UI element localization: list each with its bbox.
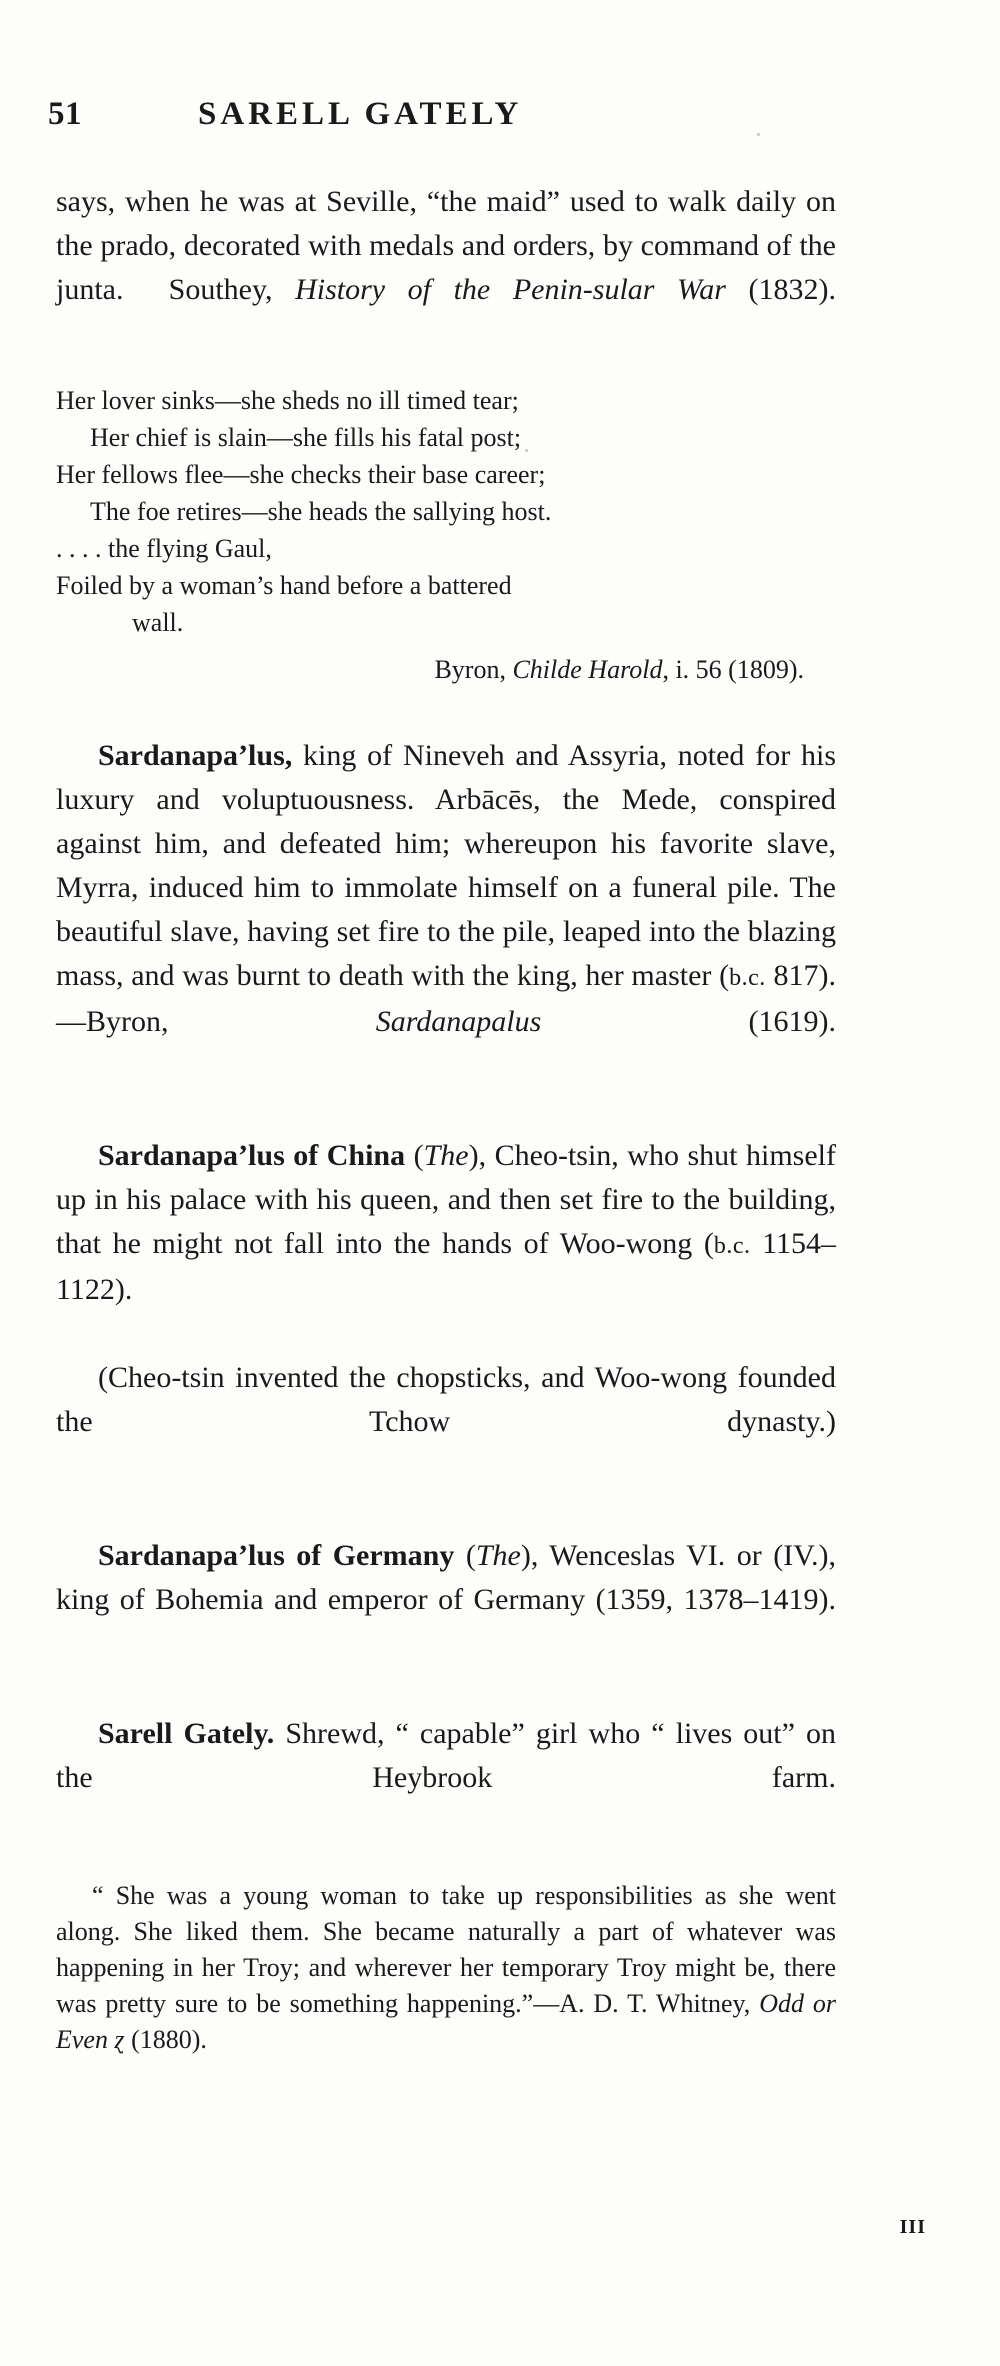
- running-title: SARELL GATELY: [198, 96, 523, 132]
- attribution-suffix: , i. 56 (1809).: [662, 655, 804, 684]
- dictionary-entry: [56, 1134, 836, 1488]
- verse-line: The foe retires—she heads the sallying host.: [90, 497, 552, 526]
- entry-paragraph: [56, 734, 836, 1088]
- entry-follow-paragraph: (Cheo-tsin invented the chopsticks, and Woo-wong founded the Tchow dynasty.): [56, 1361, 836, 1438]
- entry-text: , Wenceslas VI. or (IV.), king of Bohemia and emperor of Germany (1359, 1378–1419).: [56, 1539, 836, 1616]
- running-head: [48, 96, 904, 156]
- entry-headword: Sardanapa’lus of Germany: [98, 1539, 455, 1572]
- entry-headword: Sardanapa’lus of China: [98, 1139, 406, 1172]
- verse-line: Foiled by a woman’s hand before a battered: [56, 571, 512, 600]
- entry-headword: Sarell Gately.: [98, 1717, 275, 1750]
- entry-smallcaps: b.c.: [729, 965, 766, 991]
- work-title-italic: History of the Penin⁠-sular War: [295, 273, 726, 306]
- verse-line: wall.: [132, 608, 184, 637]
- dictionary-entry: [56, 1534, 836, 1666]
- paragraph-continued: says, when he was at Seville, “the maid” used to walk daily on the prado, decorated with medals and orders, by command of the junta. Southey, History of the Penin⁠-sular War (1832).: [56, 185, 837, 306]
- verse-block: [56, 382, 836, 688]
- quotation-text-end: (1880).: [124, 2025, 207, 2054]
- signature-mark: III: [899, 2216, 926, 2238]
- entry-paragraph: [56, 1712, 836, 1844]
- quotation-block: [56, 1878, 836, 2058]
- dictionary-entry: [56, 734, 836, 1088]
- verse-line: Her chief is slain—she fills his fatal post;: [90, 423, 522, 452]
- page-content: [48, 96, 904, 2058]
- attribution-title: Childe Harold: [512, 655, 663, 684]
- page-speck: [757, 133, 760, 136]
- attribution-prefix: Byron,: [434, 655, 513, 684]
- verse-line: Her lover sinks—she sheds no ill timed tear;: [56, 386, 519, 415]
- entry-paragraph: Sardanapa’lus of China (The), Cheo-tsin, who shut himself up in his palace with his queen, and then set fire to the building, that he might not fall into the hands of Woo-wong (b.c. 1154–1122).: [56, 1139, 836, 1306]
- entry-paren-italic: The: [475, 1539, 521, 1572]
- quotation-text: “ She was a young woman to take up responsibilities as she went along. She liked them. She became naturally a part of whatever was happening in her Troy; and wherever her temporary Troy might be, there was pretty sure to be something happening.”—A. D. T. Whitney,: [56, 1881, 836, 2018]
- entry-paragraph: Sardanapa’lus of Germany (The), Wenceslas VI. or (IV.), king of Bohemia and emperor of Germany (1359, 1378–1419).: [56, 1539, 836, 1616]
- page-speck: [525, 449, 528, 452]
- entry-text: Shrewd, “ capable” girl who “ lives out” on the Heybrook farm.: [56, 1717, 836, 1794]
- entry-headword: Sardanapa’lus,: [98, 739, 293, 772]
- dictionary-entry: [56, 1712, 836, 1844]
- entry-smallcaps: b.c.: [713, 1233, 751, 1259]
- verse-line: Her fellows flee—she checks their base career;: [56, 460, 546, 489]
- quotation-paragraph: [56, 1878, 836, 2058]
- entry-work-title: Sardanapalus: [375, 1005, 542, 1038]
- entry-text: king of Nineveh and Assyria, noted for his luxury and voluptuousness. Arbācēs, the Mede, conspired against him, and defeated him; whereupon his favorite slave, Myrra, induced him to immolate himself on a funeral pile. The beautiful slave, having set fire to the pile, leaped into the blazing mass, and was burnt to death with the king, her master (: [56, 739, 836, 992]
- entry-paren-italic: The: [423, 1139, 469, 1172]
- text-column: [56, 180, 836, 2058]
- verse-attribution: [56, 651, 836, 688]
- verse-line: . . . . the flying Gaul,: [56, 534, 272, 563]
- entry-text-end: 1154–1122).: [56, 1227, 836, 1306]
- entry-text-end: (1619).: [541, 1005, 836, 1038]
- quotation-work-title: Odd or Even ɀ: [56, 1989, 836, 2054]
- page-number: 51: [48, 96, 82, 132]
- entry-text-mid: 817).—Byron,: [56, 959, 836, 1038]
- entry-text: , Cheo-tsin, who shut himself up in his palace with his queen, and then set fire to the building, that he might not fall into the hands of Woo-wong (: [56, 1139, 836, 1260]
